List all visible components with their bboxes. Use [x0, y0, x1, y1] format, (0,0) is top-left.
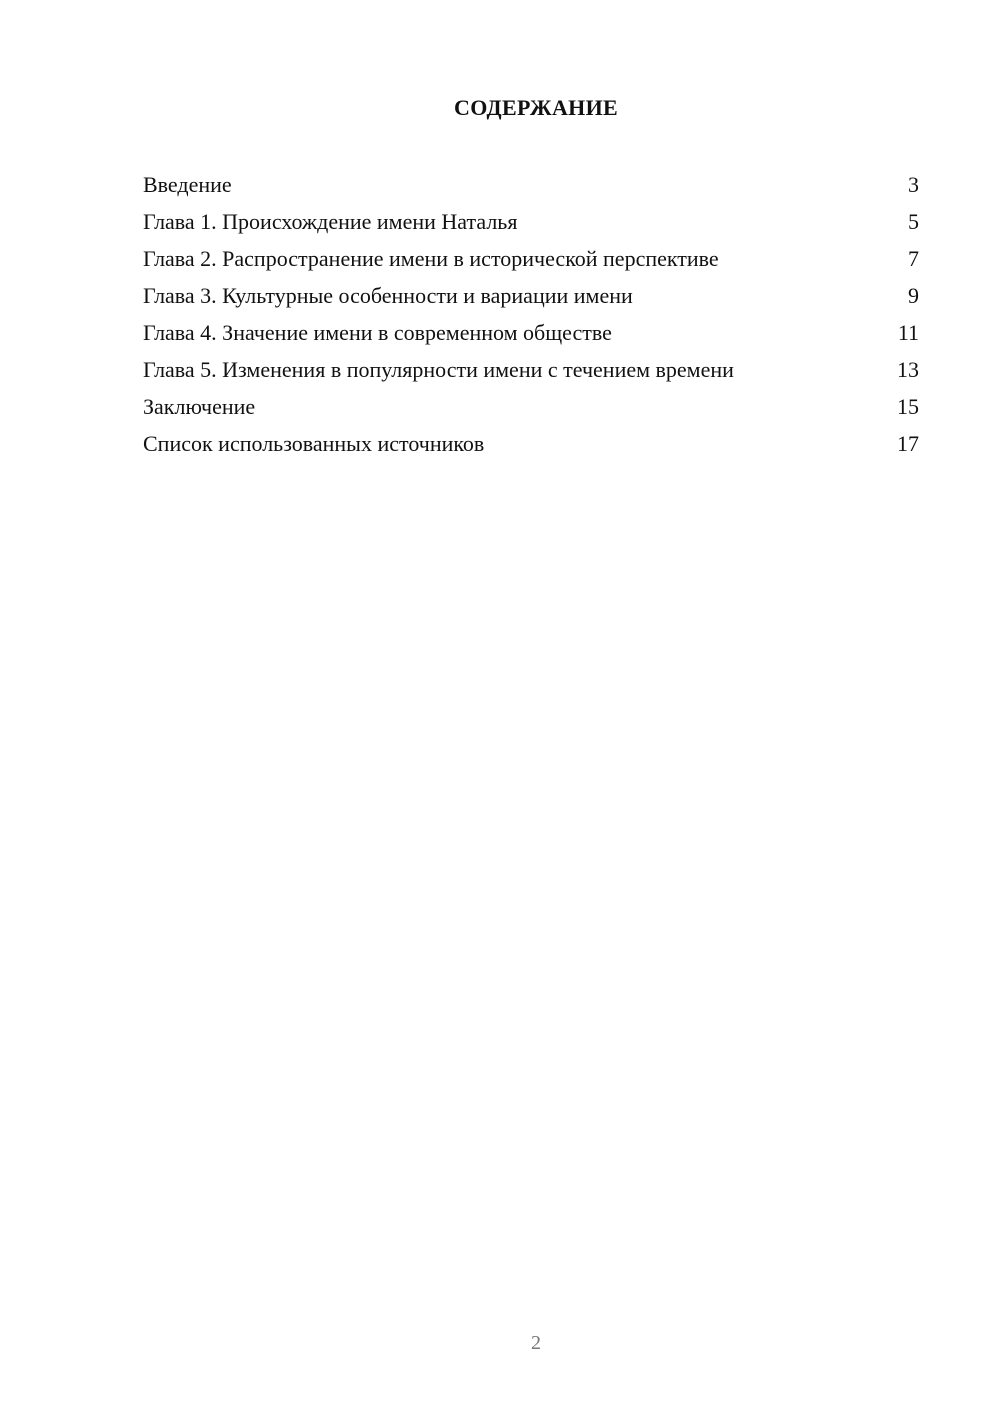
toc-entry-chapter-1 [143, 205, 919, 242]
toc-entry-label: Глава 3. Культурные особенности и вариации имени [143, 283, 633, 308]
toc-entry-page: 17 [897, 431, 919, 456]
page-number: 2 [531, 1332, 541, 1354]
toc-entry-label: Введение [143, 172, 232, 197]
toc-entry-label: Заключение [143, 394, 256, 419]
toc-entry-references [143, 427, 919, 464]
toc-entry-label: Глава 1. Происхождение имени Наталья [143, 209, 518, 234]
toc-entry-chapter-4 [143, 316, 919, 353]
toc-entry-chapter-2 [143, 242, 919, 279]
toc-entry-label: Глава 5. Изменения в популярности имени с течением времени [143, 357, 734, 382]
toc-entry-page: 5 [908, 209, 919, 234]
toc-entry-page: 13 [897, 357, 919, 382]
toc-entry-introduction [143, 168, 919, 205]
page-title: СОДЕРЖАНИЕ [454, 95, 618, 120]
toc-entry-page: 7 [908, 246, 919, 271]
toc-entry-page: 15 [897, 394, 919, 419]
toc-entry-page: 11 [897, 320, 919, 345]
toc-entry-label: Глава 2. Распространение имени в исторической перспективе [143, 246, 719, 271]
toc-entry-label: Глава 4. Значение имени в современном обществе [143, 320, 612, 345]
toc-entry-conclusion [143, 390, 919, 427]
table-of-contents [143, 168, 919, 464]
toc-entry-page: 3 [908, 172, 919, 197]
toc-entry-page: 9 [908, 283, 919, 308]
toc-entry-chapter-3 [143, 279, 919, 316]
toc-entry-label: Список использованных источников [143, 431, 485, 456]
toc-entry-chapter-5 [143, 353, 919, 390]
